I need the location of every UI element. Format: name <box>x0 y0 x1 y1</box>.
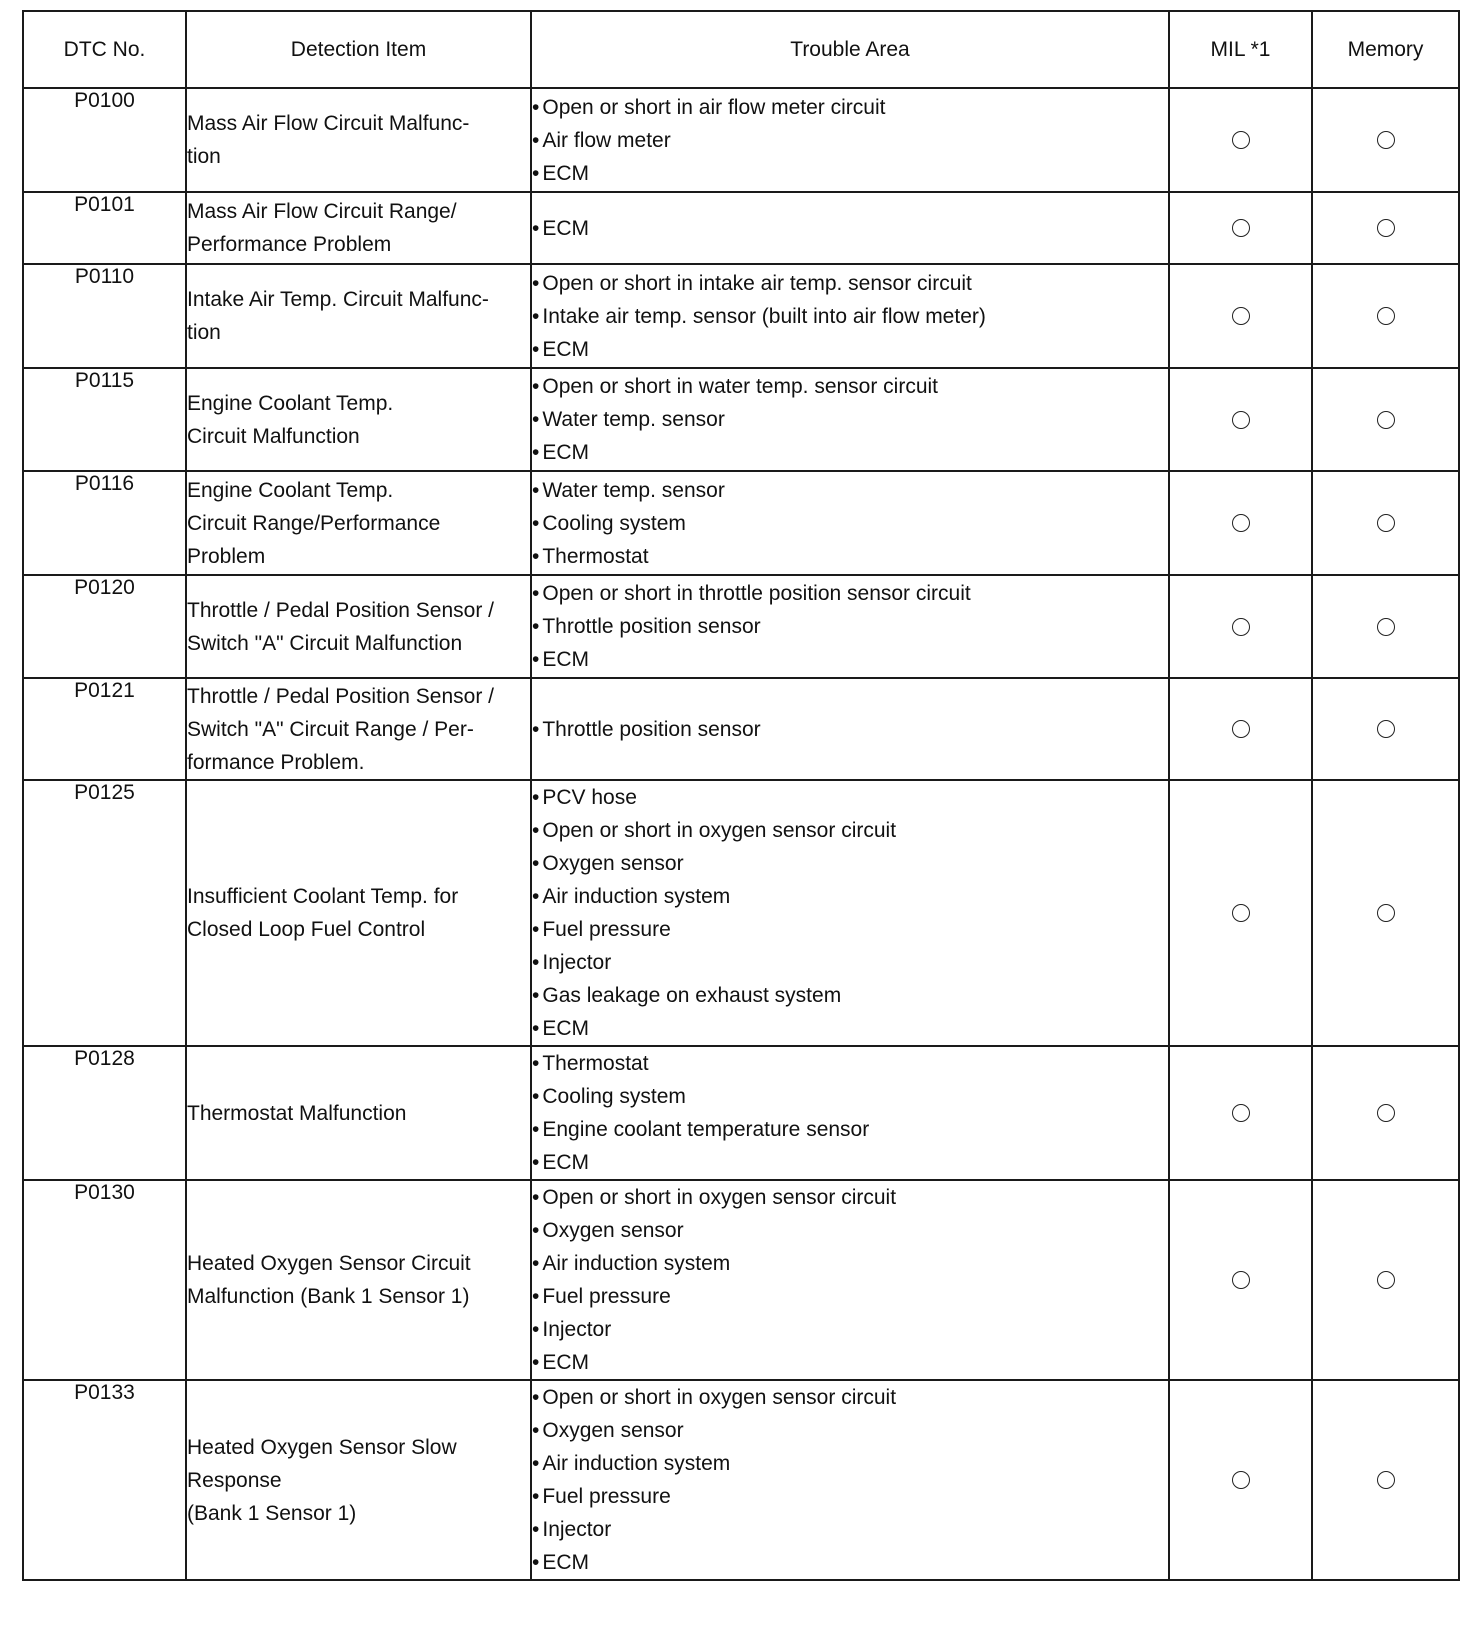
trouble-area <box>531 264 1169 368</box>
memory-circle-icon <box>1377 1471 1395 1489</box>
header-detection-item: Detection Item <box>186 11 531 88</box>
detection-item-line: Switch "A" Circuit Range / Per- <box>187 717 474 741</box>
trouble-item: • Cooling system <box>532 507 1168 540</box>
detection-item <box>186 88 531 192</box>
trouble-area <box>531 368 1169 471</box>
memory-cell <box>1312 575 1459 678</box>
trouble-item: • Air flow meter <box>532 124 1168 157</box>
trouble-item: • Open or short in throttle position sensor circuit <box>532 577 1168 610</box>
detection-item-line: Response <box>187 1468 282 1492</box>
detection-item-line: Insufficient Coolant Temp. for <box>187 885 459 908</box>
detection-item-line: Throttle / Pedal Position Sensor / <box>187 598 494 622</box>
detection-item <box>186 264 531 368</box>
dtc-code: P0110 <box>23 264 186 368</box>
table-row <box>23 264 1459 368</box>
detection-item <box>186 471 531 575</box>
trouble-item: • Injector <box>532 1513 1168 1546</box>
detection-item-line: tion <box>187 145 221 168</box>
detection-item-line: Throttle / Pedal Position Sensor / <box>187 684 494 708</box>
table-row <box>23 780 1459 1046</box>
dtc-code: P0120 <box>23 575 186 678</box>
mil-cell <box>1169 368 1312 471</box>
detection-item-line: tion <box>187 321 221 344</box>
mil-circle-icon <box>1232 131 1250 149</box>
memory-cell <box>1312 471 1459 575</box>
mil-cell <box>1169 678 1312 780</box>
mil-cell <box>1169 264 1312 368</box>
mil-cell <box>1169 1046 1312 1180</box>
trouble-list <box>532 1181 1168 1379</box>
trouble-item: • Gas leakage on exhaust system <box>532 979 1168 1012</box>
trouble-item: • PCV hose <box>532 781 1168 814</box>
trouble-area <box>531 471 1169 575</box>
mil-circle-icon <box>1232 720 1250 738</box>
mil-circle-icon <box>1232 904 1250 922</box>
detection-item-line: Heated Oxygen Sensor Circuit <box>187 1252 471 1275</box>
trouble-item: • Open or short in water temp. sensor circuit <box>532 370 1168 403</box>
mil-circle-icon <box>1232 1471 1250 1489</box>
trouble-item: • Cooling system <box>532 1080 1168 1113</box>
detection-item <box>186 192 531 264</box>
detection-item-line: Heated Oxygen Sensor Slow <box>187 1435 457 1459</box>
trouble-item: • Air induction system <box>532 880 1168 913</box>
detection-item <box>186 368 531 471</box>
trouble-item: • Fuel pressure <box>532 1280 1168 1313</box>
memory-circle-icon <box>1377 904 1395 922</box>
dtc-code: P0128 <box>23 1046 186 1180</box>
trouble-list <box>532 1381 1168 1579</box>
mil-cell <box>1169 575 1312 678</box>
memory-cell <box>1312 192 1459 264</box>
trouble-item: • ECM <box>532 333 1168 366</box>
trouble-item: • ECM <box>532 1146 1168 1179</box>
trouble-item: • Air induction system <box>532 1447 1168 1480</box>
memory-cell <box>1312 368 1459 471</box>
table-row <box>23 678 1459 780</box>
trouble-area <box>531 1046 1169 1180</box>
trouble-item: • Throttle position sensor <box>532 713 1168 746</box>
mil-circle-icon <box>1232 1104 1250 1122</box>
mil-circle-icon <box>1232 618 1250 636</box>
trouble-item: • Air induction system <box>532 1247 1168 1280</box>
detection-item-line: Engine Coolant Temp. <box>187 391 394 415</box>
trouble-list <box>532 474 1168 573</box>
trouble-item: • Open or short in intake air temp. sensor circuit <box>532 267 1168 300</box>
table-row <box>23 575 1459 678</box>
detection-item-line: Engine Coolant Temp. <box>187 478 394 502</box>
trouble-list <box>532 370 1168 469</box>
mil-circle-icon <box>1232 307 1250 325</box>
trouble-area <box>531 1180 1169 1380</box>
trouble-list <box>532 267 1168 366</box>
table-row <box>23 88 1459 192</box>
memory-circle-icon <box>1377 411 1395 429</box>
trouble-list <box>532 713 1168 746</box>
table-row <box>23 471 1459 575</box>
memory-cell <box>1312 780 1459 1046</box>
detection-item <box>186 1380 531 1580</box>
mil-circle-icon <box>1232 411 1250 429</box>
trouble-item: • Fuel pressure <box>532 913 1168 946</box>
dtc-code: P0115 <box>23 368 186 471</box>
trouble-area <box>531 678 1169 780</box>
trouble-item: • Open or short in oxygen sensor circuit <box>532 1181 1168 1214</box>
detection-item-line: Switch "A" Circuit Malfunction <box>187 631 463 655</box>
detection-item-line: Performance Problem <box>187 233 392 256</box>
detection-item-line: Intake Air Temp. Circuit Malfunc- <box>187 288 489 311</box>
memory-circle-icon <box>1377 514 1395 532</box>
trouble-item: • Oxygen sensor <box>532 847 1168 880</box>
detection-item <box>186 575 531 678</box>
detection-item-line: Circuit Range/Performance <box>187 511 441 535</box>
dtc-code: P0133 <box>23 1380 186 1580</box>
trouble-item: • Thermostat <box>532 1047 1168 1080</box>
trouble-item: • Water temp. sensor <box>532 474 1168 507</box>
trouble-list <box>532 91 1168 190</box>
dtc-code: P0121 <box>23 678 186 780</box>
detection-item-line: Mass Air Flow Circuit Malfunc- <box>187 112 470 135</box>
header-row <box>23 11 1459 88</box>
memory-circle-icon <box>1377 219 1395 237</box>
trouble-list <box>532 1047 1168 1179</box>
trouble-item: • Oxygen sensor <box>532 1214 1168 1247</box>
mil-circle-icon <box>1232 514 1250 532</box>
table-row <box>23 192 1459 264</box>
detection-item-line: Thermostat Malfunction <box>187 1101 407 1125</box>
trouble-list <box>532 577 1168 676</box>
mil-cell <box>1169 1380 1312 1580</box>
trouble-item: • Injector <box>532 946 1168 979</box>
trouble-area <box>531 780 1169 1046</box>
memory-circle-icon <box>1377 1271 1395 1289</box>
dtc-code: P0100 <box>23 88 186 192</box>
header-mil: MIL *1 <box>1169 11 1312 88</box>
detection-item-line: Circuit Malfunction <box>187 424 360 448</box>
trouble-item: • Injector <box>532 1313 1168 1346</box>
dtc-code: P0101 <box>23 192 186 264</box>
detection-item-line: Mass Air Flow Circuit Range/ <box>187 200 457 223</box>
dtc-table <box>22 10 1460 1581</box>
trouble-item: • Fuel pressure <box>532 1480 1168 1513</box>
trouble-item: • ECM <box>532 1012 1168 1045</box>
mil-circle-icon <box>1232 219 1250 237</box>
header-dtc-no: DTC No. <box>23 11 186 88</box>
table-row <box>23 1180 1459 1380</box>
detection-item <box>186 780 531 1046</box>
trouble-area <box>531 88 1169 192</box>
table-row <box>23 1046 1459 1180</box>
trouble-item: • Throttle position sensor <box>532 610 1168 643</box>
trouble-list <box>532 212 1168 245</box>
memory-cell <box>1312 1046 1459 1180</box>
memory-cell <box>1312 1380 1459 1580</box>
detection-item-line: Problem <box>187 544 266 568</box>
trouble-item: • ECM <box>532 643 1168 676</box>
trouble-area <box>531 1380 1169 1580</box>
table-row <box>23 1380 1459 1580</box>
header-trouble-area: Trouble Area <box>531 11 1169 88</box>
detection-item <box>186 1180 531 1380</box>
dtc-page <box>22 10 1458 1581</box>
dtc-code: P0130 <box>23 1180 186 1380</box>
memory-cell <box>1312 1180 1459 1380</box>
detection-item-line: Closed Loop Fuel Control <box>187 918 426 941</box>
trouble-item: • Open or short in oxygen sensor circuit <box>532 814 1168 847</box>
trouble-area <box>531 192 1169 264</box>
detection-item-line: (Bank 1 Sensor 1) <box>187 1501 357 1525</box>
trouble-item: • ECM <box>532 1346 1168 1379</box>
memory-circle-icon <box>1377 1104 1395 1122</box>
trouble-item: • ECM <box>532 1546 1168 1579</box>
detection-item-line: formance Problem. <box>187 750 365 774</box>
memory-circle-icon <box>1377 618 1395 636</box>
memory-cell <box>1312 88 1459 192</box>
trouble-item: • Engine coolant temperature sensor <box>532 1113 1168 1146</box>
trouble-item: • ECM <box>532 212 1168 245</box>
mil-cell <box>1169 780 1312 1046</box>
mil-cell <box>1169 1180 1312 1380</box>
trouble-item: • ECM <box>532 157 1168 190</box>
detection-item <box>186 1046 531 1180</box>
trouble-item: • ECM <box>532 436 1168 469</box>
header-memory: Memory <box>1312 11 1459 88</box>
trouble-list <box>532 781 1168 1045</box>
trouble-item: • Thermostat <box>532 540 1168 573</box>
memory-cell <box>1312 678 1459 780</box>
dtc-code: P0125 <box>23 780 186 1046</box>
trouble-item: • Water temp. sensor <box>532 403 1168 436</box>
mil-circle-icon <box>1232 1271 1250 1289</box>
trouble-item: • Oxygen sensor <box>532 1414 1168 1447</box>
dtc-code: P0116 <box>23 471 186 575</box>
memory-cell <box>1312 264 1459 368</box>
trouble-item: • Open or short in air flow meter circuit <box>532 91 1168 124</box>
memory-circle-icon <box>1377 307 1395 325</box>
mil-cell <box>1169 192 1312 264</box>
mil-cell <box>1169 88 1312 192</box>
table-body <box>23 88 1459 1580</box>
detection-item-line: Malfunction (Bank 1 Sensor 1) <box>187 1285 470 1308</box>
table-row <box>23 368 1459 471</box>
trouble-area <box>531 575 1169 678</box>
trouble-item: • Open or short in oxygen sensor circuit <box>532 1381 1168 1414</box>
detection-item <box>186 678 531 780</box>
mil-cell <box>1169 471 1312 575</box>
trouble-item: • Intake air temp. sensor (built into air flow meter) <box>532 300 1168 333</box>
memory-circle-icon <box>1377 131 1395 149</box>
memory-circle-icon <box>1377 720 1395 738</box>
